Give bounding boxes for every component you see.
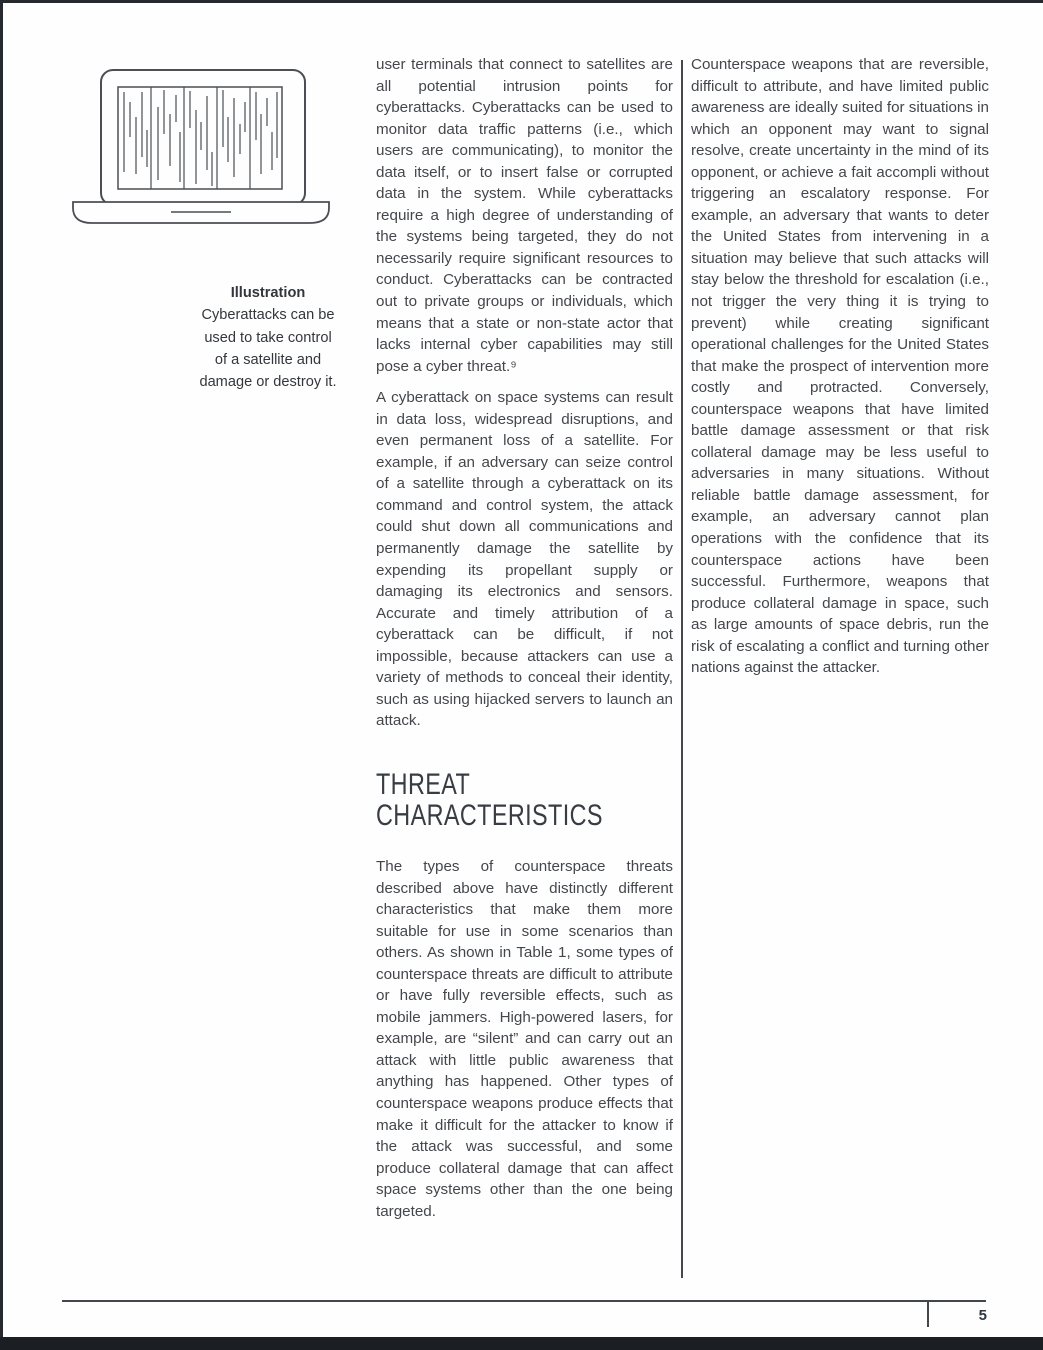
page-edge-left [0, 0, 3, 1350]
body-paragraph: The types of counterspace threats described above have distinctly different characteristics that make them more suitable for use in some scenarios than others. As shown in Table 1, some types of counterspace threats are difficult to attribute or have fully reversible effects, such as mobile jammers. High-powered lasers, for example, are “silent” and can carry out an attack with little public awareness that anything has happened. Other types of counterspace weapons produce effects that make it difficult for the attacker to know if the attack was successful, and some produce collateral damage that can affect space systems other than the one being targeted. [376, 857, 673, 1220]
page-edge-bottom [0, 1337, 1043, 1350]
page-number: 5 [978, 1307, 987, 1324]
right-column [691, 54, 989, 679]
illustration-caption [178, 282, 358, 393]
body-paragraph: Counterspace weapons that are reversible, difficult to attribute, and have limited public awareness are ideally suited for situations in which an opponent may want to signal resolve, create uncertainty in the mind of its opponent, or achieve a fait accompli without triggering an escalatory response. For example, an adversary that wants to deter the United States from intervening in a situation may believe that such attacks will stay below the threshold for escalation (i.e., not trigger the very thing it is trying to prevent) while creating significant operational challenges for the United States that make the prospect of intervention more costly and protracted. Conversely, counterspace weapons that have limited battle damage assessment or that risk collateral damage may be less useful to adversaries in many situations. Without reliable battle damage assessment, for example, an adversary cannot plan operations with the confidence that its counterspace actions have been successful. Furthermore, weapons that produce collateral damage in space, such as large amounts of space debris, run the risk of escalating a conflict and turning other nations against the attacker. [691, 56, 990, 677]
caption-line: damage or destroy it. [199, 374, 337, 391]
caption-line: used to take control [204, 329, 332, 346]
section-heading: THREAT CHARACTERISTICS [376, 767, 603, 833]
footer-tick-mark [927, 1300, 929, 1327]
footer-rule [62, 1300, 986, 1302]
page-edge-top [0, 0, 1043, 3]
caption-title: Illustration [230, 285, 306, 301]
body-paragraph: A cyberattack on space systems can result in data loss, widespread disruptions, and even permanent loss of a satellite. For example, if an adversary can seize control of a satellite through a cyberattack on its command and control system, the attack could shut down all communications and permanently damage the satellite by expending its propellant supply or damaging its electronics and sensors. Accurate and timely attribution of a cyberattack can be difficult, if not impossible, because attackers can use a variety of methods to conceal their identity, such as using hijacked servers to launch an attack. [376, 389, 673, 730]
body-paragraph: user terminals that connect to satellites are all potential intrusion points for cyberattacks. Cyberattacks can be used to monitor data traffic patterns (i.e., which users are communicating), to monitor the data itself, or to insert false or corrupted data in the system. While cyberattacks require a high degree of understanding of the systems being targeted, they do not necessarily require significant resources to conduct. Cyberattacks can be contracted out to private groups or individuals, which means that a state or non-state actor that lacks internal cyber capabilities may still pose a cyber threat.⁹ [376, 56, 673, 375]
laptop-illustration [70, 62, 332, 228]
laptop-with-code-lines-icon [70, 62, 332, 228]
column-divider [681, 60, 683, 1278]
caption-line: Cyberattacks can be [201, 307, 335, 324]
caption-line: of a satellite and [214, 351, 322, 368]
middle-column [376, 54, 673, 1222]
